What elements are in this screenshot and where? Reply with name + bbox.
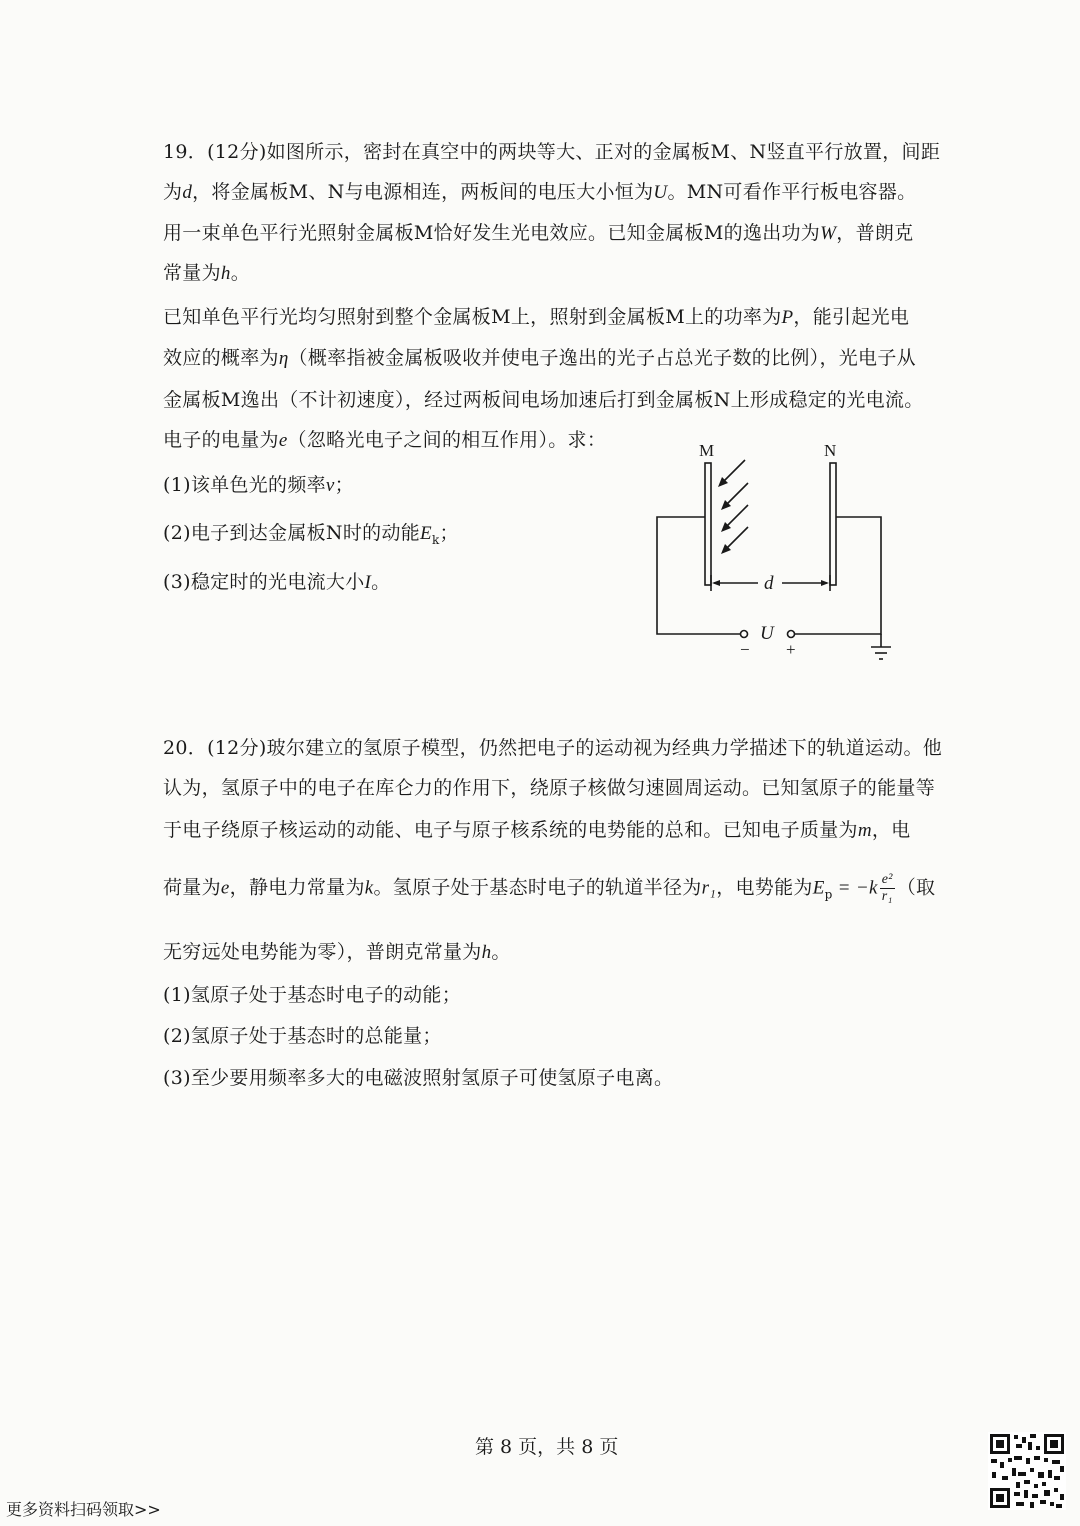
label-d: d	[764, 573, 774, 594]
fraction-numerator: e²	[881, 872, 893, 887]
var-eta: η	[278, 348, 289, 369]
text: 常量为	[163, 262, 221, 284]
label-minus: −	[740, 640, 750, 659]
subscript-k: k	[431, 532, 440, 547]
dim-arrow-right	[821, 580, 829, 586]
label-U: U	[760, 623, 774, 644]
plate-N	[830, 463, 836, 585]
plate-M	[705, 463, 711, 585]
q19-line-4	[163, 261, 250, 286]
wire-left	[657, 517, 740, 634]
q20-sub-3: (3)至少要用频率多大的电磁波照射氢原子可使氢原子电离。	[163, 1067, 674, 1089]
fraction-denominator: r₁	[881, 889, 893, 904]
text: 于电子绕原子核运动的动能、电子与原子核系统的电势能的总和。已知电子质量为	[163, 819, 858, 841]
fraction	[880, 872, 895, 905]
text: 效应的概率为	[163, 347, 279, 369]
q19-line-7: 金属板M逸出（不计初速度），经过两板间电场加速后打到金属板N上形成稳定的光电流。	[163, 389, 924, 411]
subscript-p: p	[824, 887, 833, 902]
text: ，能引起光电	[793, 306, 910, 328]
var-e: e	[278, 430, 288, 451]
text: 已知单色平行光均匀照射到整个金属板M上，照射到金属板M上的功率为	[163, 306, 782, 328]
text: 。氢原子处于基态时电子的轨道半径为	[373, 876, 702, 899]
dim-arrow-left	[712, 580, 720, 586]
q19-line-6	[163, 346, 916, 371]
q19-sub-3	[163, 570, 390, 595]
q20-line-2: 认为，氢原子中的电子在库仑力的作用下，绕原子核做匀速圆周运动。已知氢原子的能量等	[163, 777, 936, 799]
text: 荷量为	[163, 876, 221, 899]
var-r1: r₁	[701, 877, 717, 899]
q19-sub-1	[163, 473, 354, 498]
var-e: e	[220, 877, 230, 899]
terminal-minus	[741, 631, 748, 638]
var-nu: ν	[325, 475, 335, 496]
text: 无穷远处电势能为零），普朗克常量为	[163, 941, 482, 963]
text: ，电势能为	[716, 876, 813, 899]
q19-line-1: 19．(12分)如图所示，密封在真空中的两块等大、正对的金属板M、N竖直平行放置，间距	[163, 141, 941, 163]
more-resources-link[interactable]: 更多资料扫码领取>>	[6, 1500, 161, 1519]
text: 。	[371, 571, 391, 593]
var-d: d	[182, 182, 193, 203]
qr-code-icon[interactable]	[988, 1432, 1066, 1510]
terminal-plus	[788, 631, 795, 638]
text: （忽略光电子之间的相互作用）。求：	[287, 429, 607, 451]
circuit-diagram	[640, 435, 900, 675]
q20-line-5	[163, 940, 511, 965]
q20-line-3	[163, 818, 910, 843]
wire-right	[795, 517, 881, 634]
text: 电子的电量为	[163, 429, 279, 451]
text: 。MN可看作平行板电容器。	[667, 181, 917, 203]
var-h: h	[481, 942, 492, 963]
text: ，电	[871, 819, 911, 841]
q20-sub-2: (2)氢原子处于基态时的总能量；	[163, 1025, 442, 1047]
q19-line-5	[163, 305, 909, 330]
var-k: k	[364, 877, 374, 899]
text: 为	[163, 181, 183, 203]
label-plus: +	[786, 640, 796, 659]
text: (2)电子到达金属板N时的动能	[163, 522, 421, 544]
text: 。	[230, 262, 251, 284]
q20-sub-1: (1)氢原子处于基态时电子的动能；	[163, 984, 462, 1006]
var-h: h	[220, 263, 231, 284]
text: ，将金属板M、N与电源相连，两板间的电压大小恒为	[192, 181, 654, 203]
text: ；	[334, 474, 354, 496]
q20-line-1: 20．(12分)玻尔建立的氢原子模型，仍然把电子的运动视为经典力学描述下的轨道运动。他	[163, 737, 943, 759]
text: ，普朗克	[836, 222, 914, 244]
text: 用一束单色平行光照射金属板M恰好发生光电效应。已知金属板M的逸出功为	[163, 222, 821, 244]
var-P: P	[781, 307, 794, 328]
var-I: I	[364, 572, 372, 593]
text: (1)该单色光的频率	[163, 474, 326, 496]
label-N: N	[824, 441, 837, 460]
text: 。	[491, 941, 511, 963]
q19-sub-2	[163, 521, 459, 552]
text: ，静电力常量为	[229, 876, 365, 899]
var-E: E	[420, 523, 432, 544]
text: （取	[896, 876, 936, 899]
var-m: m	[857, 820, 872, 841]
label-M: M	[699, 441, 715, 460]
q20-line-4	[163, 872, 935, 906]
equation-part: = −k	[832, 877, 878, 899]
text: (3)稳定时的光电流大小	[163, 571, 365, 593]
page-number: 第 8 页，共 8 页	[475, 1436, 619, 1458]
var-E: E	[812, 877, 825, 899]
var-U: U	[653, 182, 668, 203]
q19-line-3	[163, 221, 913, 246]
q19-line-2	[163, 180, 916, 205]
text: （概率指被金属板吸收并使电子逸出的光子占总光子数的比例），光电子从	[288, 347, 916, 369]
var-W: W	[820, 223, 837, 244]
text: ；	[439, 522, 459, 544]
q19-line-8	[163, 428, 606, 453]
